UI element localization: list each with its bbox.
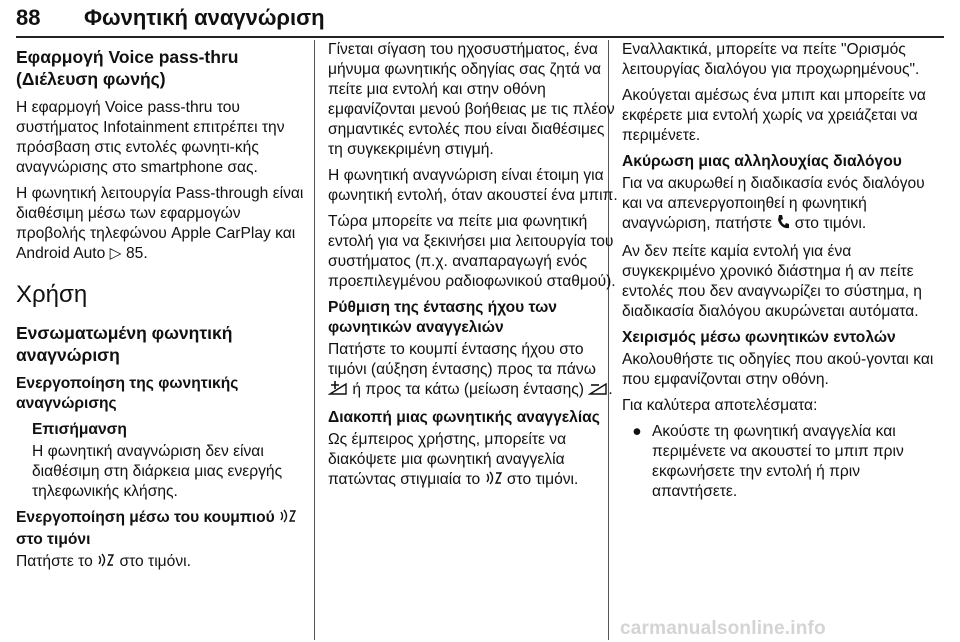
paragraph: Για να ακυρωθεί η διαδικασία ενός διαλόγου και να απενεργοποιηθεί η φωνητική αναγνώριση, πατήστε στο τιμόνι.	[622, 174, 944, 236]
paragraph: Η φωνητική αναγνώριση είναι έτοιμη για φωνητική εντολή, όταν ακουστεί ένα μπιπ.	[328, 167, 618, 204]
heading-activate-button: Ενεργοποίηση μέσω του κουμπιού στο τιμόνι	[16, 508, 306, 550]
page-reference-arrow-icon: ▷	[109, 245, 122, 262]
heading-voice-pass-thru: Εφαρμογή Voice pass-thru (Διέλευση φωνής)	[16, 47, 239, 89]
column-3	[622, 40, 944, 640]
watermark: carmanualsonline.info	[620, 618, 826, 639]
paragraph: Γίνεται σίγαση του ηχοσυστήματος, ένα μήνυμα φωνητικής οδηγίας σας ζητά να πείτε μια εντολή και στην οθόνη εμφανίζονται μενού βοήθειας με τις πλέον σημαντικές εντολές που είναι διαθέσιμες τη συγκεκριμένη στιγμή.	[328, 41, 615, 158]
paragraph: Η φωνητική λειτουργία Pass-through είναι διαθέσιμη μέσω των εφαρμογών προβολής τηλεφώνου Apple CarPlay και Android Auto ▷ 85.	[16, 185, 304, 262]
volume-up-icon	[328, 380, 348, 402]
voice-recognition-icon	[485, 470, 503, 492]
heading-embedded-voice: Ενσωματωμένη φωνητική αναγνώριση	[16, 323, 233, 365]
paragraph: Τώρα μπορείτε να πείτε μια φωνητική εντολή για να ξεκινήσει μια λειτουργία του συστήματος (π.χ. αναπαραγωγή ενός προεπιλεγμένου ραδιοφωνικού σταθμού).	[328, 213, 616, 290]
paragraph: Πατήστε το στο τιμόνι.	[16, 552, 306, 574]
paragraph: Αν δεν πείτε καμία εντολή για ένα συγκεκριμένο χρονικό διάστημα ή αν πείτε εντολές που δεν αναγνωρίζει το σύστημα, η διαδικασία διαλόγου ακυρώνεται αυτόματα.	[622, 243, 922, 320]
volume-down-icon	[588, 380, 608, 402]
note-box	[32, 420, 306, 502]
note-text: Η φωνητική αναγνώριση δεν είναι διαθέσιμη στη διάρκεια μιας ενεργής τηλεφωνικής κλήσης.	[32, 443, 283, 500]
bullet-icon: ●	[632, 423, 642, 440]
running-title: Φωνητική αναγνώριση	[84, 5, 325, 30]
heading-interrupt: Διακοπή μιας φωνητικής αναγγελίας	[328, 409, 600, 426]
paragraph: Ως έμπειρος χρήστης, μπορείτε να διακόψετε μια φωνητική αναγγελία πατώντας στιγμιαία το στο τιμόνι.	[328, 430, 618, 492]
heading-use: Χρήση	[16, 281, 88, 308]
column-2	[328, 40, 618, 640]
paragraph: Πατήστε το κουμπί έντασης ήχου στο τιμόνι (αύξηση έντασης) προς τα πάνω ή προς τα κάτω (μείωση έντασης) .	[328, 340, 618, 402]
paragraph: Η εφαρμογή Voice pass-thru του συστήματος Infotainment επιτρέπει την πρόσβαση στις εντολές φωνητι-κής αναγνώρισης στο smartphone σας.	[16, 99, 285, 176]
column-1	[16, 40, 306, 640]
header-rule	[16, 36, 944, 38]
paragraph: Για καλύτερα αποτελέσματα:	[622, 397, 818, 414]
page-number: 88	[16, 5, 41, 30]
list-item: ● Ακούστε τη φωνητική αναγγελία και περιμένετε να ακουστεί το μπιπ πριν εκφωνήσετε την εντολή ή πριν απαντήσετε.	[622, 422, 944, 502]
heading-volume: Ρύθμιση της έντασης ήχου των φωνητικών αναγγελιών	[328, 299, 557, 336]
paragraph: Εναλλακτικά, μπορείτε να πείτε "Ορισμός λειτουργίας διαλόγου για προχωρημένους".	[622, 41, 920, 78]
heading-handling: Χειρισμός μέσω φωνητικών εντολών	[622, 329, 896, 346]
heading-activate: Ενεργοποίηση της φωνητικής αναγνώρισης	[16, 375, 239, 412]
paragraph: Ακούγεται αμέσως ένα μπιπ και μπορείτε να εκφέρετε μια εντολή χωρίς να χρειάζεται να περιμένετε.	[622, 87, 926, 144]
note-title: Επισήμανση	[32, 421, 127, 438]
voice-recognition-icon	[97, 552, 115, 574]
heading-cancel: Ακύρωση μιας αλληλουχίας διαλόγου	[622, 153, 902, 170]
phone-hang-up-icon	[776, 214, 790, 236]
page-header	[16, 2, 944, 36]
column-divider	[314, 40, 315, 640]
paragraph: Ακολουθήστε τις οδηγίες που ακού-γονται και που εμφανίζονται στην οθόνη.	[622, 351, 934, 388]
voice-recognition-icon	[279, 508, 297, 530]
